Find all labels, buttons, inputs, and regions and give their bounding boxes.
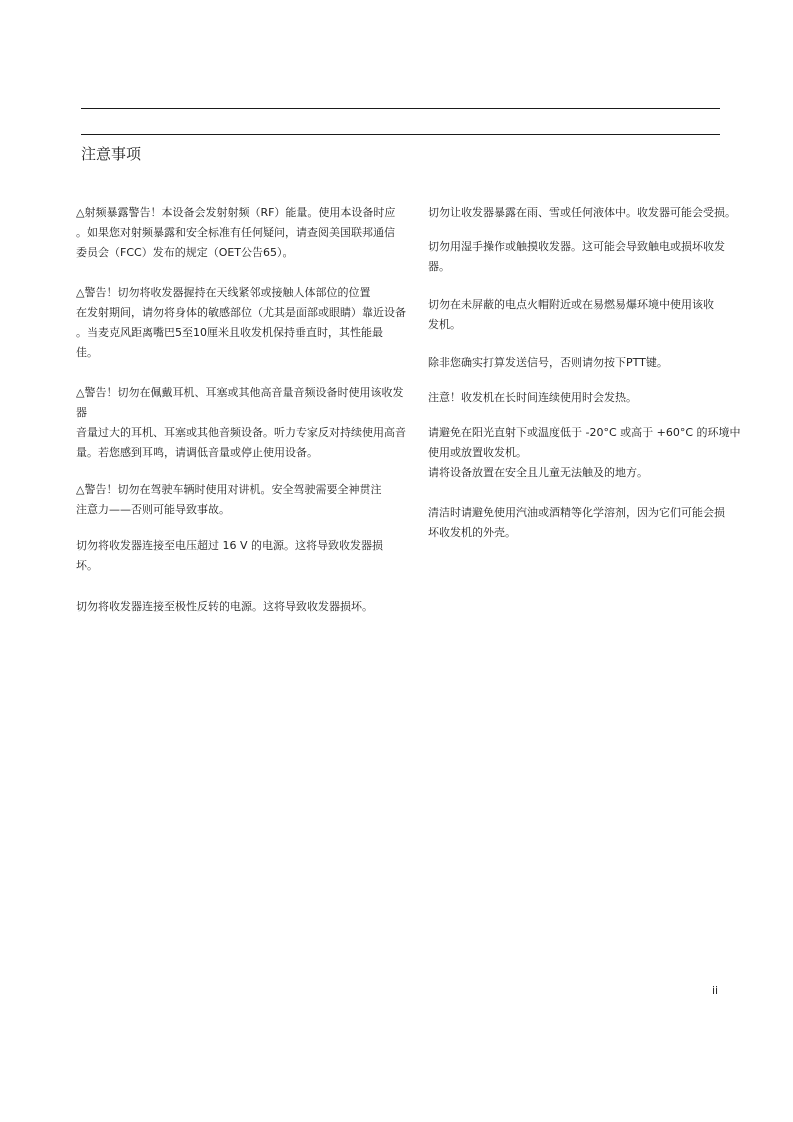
text-line: 。当麦克风距离嘴巴5至10厘米且收发机保持垂直时，其性能最 (76, 326, 383, 339)
text-line: 发机。 (428, 318, 461, 331)
text-line: 切勿将收发器连接至极性反转的电源。这将导致收发器损坏。 (76, 600, 373, 613)
voltage-caution (76, 536, 394, 576)
header-rule-top (81, 108, 720, 109)
driving-warning (76, 480, 394, 520)
text-line: 切勿在未屏蔽的电点火帽附近或在易燃易爆环境中使用该收 (428, 298, 714, 311)
polarity-caution (76, 597, 394, 617)
text-line: 注意！收发机在长时间连续使用时会发热。 (428, 391, 637, 404)
ptt-caution (428, 353, 728, 373)
header-rule-bottom (81, 134, 720, 135)
text-line: 在发射期间，请勿将身体的敏感部位（尤其是面部或眼睛）靠近设备 (76, 306, 406, 319)
page-title: 注意事项 (81, 145, 142, 163)
text-line: 切勿让收发器暴露在雨、雪或任何液体中。收发器可能会受损。 (428, 206, 736, 219)
text-line: 。如果您对射频暴露和安全标准有任何疑问，请查阅美国联邦通信 (76, 226, 395, 239)
text-line: 佳。 (76, 346, 98, 359)
text-line: 清洁时请避免使用汽油或酒精等化学溶剂，因为它们可能会损 (428, 506, 725, 519)
text-line: 委员会（FCC）发布的规定（OET公告65）。 (76, 246, 294, 259)
antenna-warning (76, 283, 406, 363)
text-line: 器 (76, 406, 87, 419)
text-line: 器。 (428, 260, 450, 273)
text-line: △警告！切勿在佩戴耳机、耳塞或其他高音量音频设备时使用该收发 (76, 386, 404, 399)
explosive-environment-caution (428, 295, 728, 335)
liquid-caution (428, 203, 736, 223)
text-line: △警告！切勿在驾驶车辆时使用对讲机。安全驾驶需要全神贯注 (76, 483, 382, 496)
text-line: 切勿用湿手操作或触摸收发器。这可能会导致触电或损坏收发 (428, 240, 725, 253)
headphone-warning (76, 383, 406, 463)
text-line: 切勿将收发器连接至电压超过 16 V 的电源。这将导致收发器损 (76, 539, 384, 552)
temperature-caution (428, 423, 741, 483)
text-line: 量。若您感到耳鸣，请调低音量或停止使用设备。 (76, 446, 318, 459)
cleaning-caution (428, 503, 728, 543)
text-line: 除非您确实打算发送信号，否则请勿按下PTT键。 (428, 356, 668, 369)
page-number: ii (712, 984, 719, 997)
text-line: 坏。 (76, 559, 98, 572)
text-line: 坏收发机的外壳。 (428, 526, 516, 539)
heat-notice (428, 388, 728, 408)
wet-hands-caution (428, 237, 728, 277)
text-line: 使用或放置收发机。 (428, 446, 527, 459)
text-line: △警告！切勿将收发器握持在天线紧邻或接触人体部位的位置 (76, 286, 371, 299)
text-line: 请将设备放置在安全且儿童无法触及的地方。 (428, 466, 648, 479)
rf-exposure-warning (76, 203, 394, 263)
text-line: 请避免在阳光直射下或温度低于 -20°C 或高于 +60°C 的环境中 (428, 426, 741, 439)
text-line: 音量过大的耳机、耳塞或其他音频设备。听力专家反对持续使用高音 (76, 426, 406, 439)
text-line: △射频暴露警告！本设备会发射射频（RF）能量。使用本设备时应 (76, 206, 396, 219)
text-line: 注意力——否则可能导致事故。 (76, 503, 230, 516)
